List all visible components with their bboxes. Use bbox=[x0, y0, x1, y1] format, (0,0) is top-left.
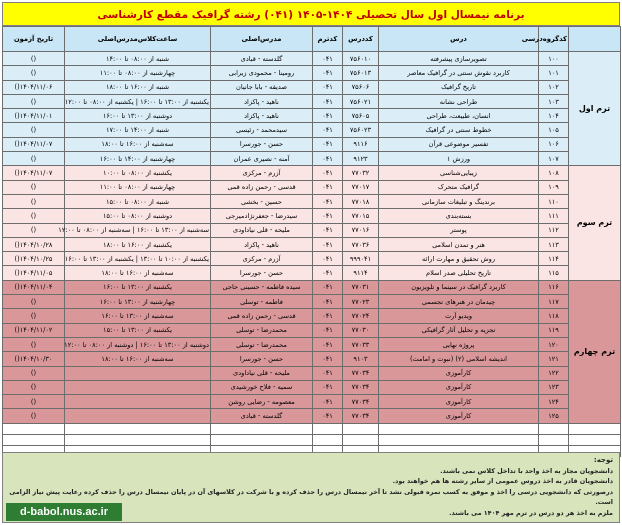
course-cell: بسته‌بندی bbox=[379, 209, 539, 223]
note-line: دانشجویان مجاز به اخذ واحد با تداخل کلاس نمی باشند. bbox=[440, 466, 613, 475]
term-header bbox=[569, 27, 621, 52]
code-cell: ۷۵۶۰۲۱ bbox=[343, 94, 379, 108]
note-line: دانشجویان قادر به اخذ دروس عمومی از سایر رشته ها هم خواهند بود. bbox=[392, 477, 613, 485]
time-cell: دوشنبه از ۰۸:۰۰ تا ۱۵:۰۰ bbox=[65, 209, 211, 223]
exam-cell: ۱۴۰۴/۱۱/۰۷() bbox=[3, 166, 65, 180]
table-row bbox=[3, 237, 621, 251]
exam-cell: ۱۴۰۴/۱۱/۰۲() bbox=[3, 323, 65, 337]
group-cell: ۱۲۴ bbox=[539, 395, 569, 409]
code-cell: ۷۷۰۳۴ bbox=[343, 366, 379, 380]
course-cell: اندیشه اسلامی (۲) (نبوت و امامت) bbox=[379, 352, 539, 366]
time-cell: چهارشنبه از ۰۸:۰۰ تا ۱۱:۰۰ bbox=[65, 180, 211, 194]
group-header: کدگروه‌درسی bbox=[539, 27, 569, 52]
exam-cell: () bbox=[3, 309, 65, 323]
class-code-cell: ۰۴۱ bbox=[313, 223, 343, 237]
course-cell: کارآموزی bbox=[379, 380, 539, 394]
course-cell: تاریخ گرافیک bbox=[379, 80, 539, 94]
code-cell: ۷۵۶۰۶ bbox=[343, 80, 379, 94]
time-cell: یکشنبه از ۰۸:۰۰ تا ۱۰:۰۰ bbox=[65, 166, 211, 180]
table-row bbox=[3, 209, 621, 223]
teacher-cell: محمدرضا - توسلی bbox=[211, 323, 313, 337]
empty-cell bbox=[379, 434, 539, 445]
class-code-header: کدترم bbox=[313, 27, 343, 52]
group-cell: ۱۲۰ bbox=[539, 337, 569, 351]
group-cell: ۱۱۵ bbox=[539, 266, 569, 280]
time-cell: چهارشنبه از ۱۴:۰۰ تا ۱۶:۰۰ bbox=[65, 152, 211, 166]
course-cell: زیبایی‌شناسی bbox=[379, 166, 539, 180]
table-row bbox=[3, 409, 621, 423]
empty-cell bbox=[211, 434, 313, 445]
exam-cell: () bbox=[3, 409, 65, 423]
code-cell: ۷۵۶۰۵ bbox=[343, 109, 379, 123]
teacher-cell: ملیحه - قلی نیاداودی bbox=[211, 223, 313, 237]
time-cell bbox=[65, 409, 211, 423]
exam-cell: () bbox=[3, 180, 65, 194]
class-code-cell: ۰۴۱ bbox=[313, 280, 343, 294]
teacher-cell: حسن - جورسرا bbox=[211, 352, 313, 366]
teacher-cell: قدسی - رحمن زاده قمی bbox=[211, 309, 313, 323]
code-cell: ۹۹۹۰۴۱ bbox=[343, 252, 379, 266]
class-code-cell: ۰۴۱ bbox=[313, 137, 343, 151]
teacher-cell: سیده فاطمه - حسینی حاجی bbox=[211, 280, 313, 294]
group-cell: ۱۱۰ bbox=[539, 194, 569, 208]
group-cell: ۱۱۳ bbox=[539, 237, 569, 251]
exam-cell: () bbox=[3, 94, 65, 108]
teacher-cell: قدسی - رحمن زاده قمی bbox=[211, 180, 313, 194]
note-line: ملزم به اخذ هر دو درس در ترم مهر ۱۴۰۴ می باشند. bbox=[449, 508, 613, 517]
time-cell bbox=[65, 366, 211, 380]
course-cell: چیدمان در هنرهای تجسمی bbox=[379, 295, 539, 309]
time-cell: شنبه از ۱۶:۰۰ تا ۱۸:۰۰ bbox=[65, 80, 211, 94]
class-code-cell: ۰۴۱ bbox=[313, 252, 343, 266]
course-cell: گرافیک متحرک bbox=[379, 180, 539, 194]
group-cell: ۱۰۰ bbox=[539, 52, 569, 66]
group-cell: ۱۲۵ bbox=[539, 409, 569, 423]
empty-cell bbox=[379, 423, 539, 434]
exam-cell: ۱۴۰۴/۱۱/۰۶() bbox=[3, 80, 65, 94]
code-cell: ۷۷۰۲۴ bbox=[343, 309, 379, 323]
class-code-cell: ۰۴۱ bbox=[313, 52, 343, 66]
group-cell: ۱۱۲ bbox=[539, 223, 569, 237]
empty-cell bbox=[569, 423, 621, 434]
code-cell: ۷۷۰۱۸ bbox=[343, 194, 379, 208]
course-cell: برندینگ و تبلیغات سازمانی bbox=[379, 194, 539, 208]
class-code-cell: ۰۴۱ bbox=[313, 123, 343, 137]
table-row bbox=[3, 80, 621, 94]
header-row bbox=[3, 27, 621, 52]
class-code-cell: ۰۴۱ bbox=[313, 337, 343, 351]
group-cell: ۱۰۶ bbox=[539, 137, 569, 151]
teacher-cell: سیدرضا - جعفرنژادمیرجی bbox=[211, 209, 313, 223]
class-code-cell: ۰۴۱ bbox=[313, 152, 343, 166]
table-row bbox=[3, 352, 621, 366]
table-row bbox=[3, 166, 621, 180]
code-cell: ۷۷۰۱۶ bbox=[343, 223, 379, 237]
time-cell: یکشنبه از ۱۳:۰۰ تا ۱۶:۰۰ bbox=[65, 280, 211, 294]
code-cell: ۷۷۰۱۷ bbox=[343, 180, 379, 194]
term-label: ترم چهارم bbox=[569, 280, 621, 423]
table-row bbox=[3, 323, 621, 337]
exam-cell: () bbox=[3, 52, 65, 66]
code-cell: ۹۱۰۳ bbox=[343, 352, 379, 366]
code-cell: ۷۷۰۳۴ bbox=[343, 380, 379, 394]
class-code-cell: ۰۴۱ bbox=[313, 94, 343, 108]
course-cell: تاریخ تحلیلی صدر اسلام bbox=[379, 266, 539, 280]
group-cell: ۱۲۱ bbox=[539, 352, 569, 366]
code-cell: ۹۱۱۴ bbox=[343, 266, 379, 280]
empty-cell bbox=[3, 434, 65, 445]
exam-cell: ۱۴۰۴/۱۰/۲۵() bbox=[3, 252, 65, 266]
course-cell: خطوط سنتی در گرافیک bbox=[379, 123, 539, 137]
class-code-cell: ۰۴۱ bbox=[313, 380, 343, 394]
exam-header: تاریخ آزمون bbox=[3, 27, 65, 52]
time-cell: چهارشنبه از ۰۸:۰۰ تا ۱۱:۰۰ bbox=[65, 66, 211, 80]
course-cell: روش تحقیق و مهارت ارائه bbox=[379, 252, 539, 266]
class-code-cell: ۰۴۱ bbox=[313, 166, 343, 180]
table-row bbox=[3, 395, 621, 409]
table-row bbox=[3, 223, 621, 237]
empty-cell bbox=[65, 434, 211, 445]
table-row bbox=[3, 66, 621, 80]
table-row bbox=[3, 137, 621, 151]
exam-cell: ۱۴۰۴/۱۰/۲۸() bbox=[3, 237, 65, 251]
exam-cell: ۱۴۰۴/۱۰/۳۰() bbox=[3, 352, 65, 366]
teacher-cell: محمدرضا - توسلی bbox=[211, 337, 313, 351]
course-cell: کارآموزی bbox=[379, 366, 539, 380]
class-code-cell: ۰۴۱ bbox=[313, 209, 343, 223]
code-cell: ۷۷۰۲۳ bbox=[343, 295, 379, 309]
time-cell: یکشنبه از ۱۰:۰۰ تا ۱۳:۰۰ | یکشنبه از ۱۳:۰۰ تا ۱۶:۰۰ bbox=[65, 252, 211, 266]
table-row bbox=[3, 366, 621, 380]
exam-cell: ۱۴۰۴/۱۱/۰۱() bbox=[3, 109, 65, 123]
course-cell: طراحی نشانه bbox=[379, 94, 539, 108]
exam-cell: () bbox=[3, 337, 65, 351]
teacher-cell: رومینا - محمودی زیرابی bbox=[211, 66, 313, 80]
group-cell: ۱۱۶ bbox=[539, 280, 569, 294]
table-row bbox=[3, 94, 621, 108]
course-cell: تصویرسازی پیشرفته bbox=[379, 52, 539, 66]
course-cell: ویدیو آرت bbox=[379, 309, 539, 323]
teacher-cell: ناهید - پاکزاد bbox=[211, 109, 313, 123]
term-label: ترم سوم bbox=[569, 166, 621, 280]
time-cell: دوشنبه از ۱۳:۰۰ تا ۱۶:۰۰ | دوشنبه از ۰۸:۰۰ تا ۱۲:۰۰ bbox=[65, 337, 211, 351]
empty-cell bbox=[539, 423, 569, 434]
schedule-table bbox=[2, 26, 621, 457]
teacher-cell: آمنه - نصیری عمران bbox=[211, 152, 313, 166]
code-cell: ۷۵۶۰۱۳ bbox=[343, 66, 379, 80]
time-cell: شنبه از ۰۸:۰۰ تا ۱۵:۰۰ bbox=[65, 194, 211, 208]
code-header: کددرس bbox=[343, 27, 379, 52]
empty-cell bbox=[313, 423, 343, 434]
table-row bbox=[3, 123, 621, 137]
group-cell: ۱۲۳ bbox=[539, 380, 569, 394]
time-cell: سه‌شنبه از ۱۶:۰۰ تا ۱۸:۰۰ bbox=[65, 352, 211, 366]
teacher-cell: سمیه - فلاح خورشیدی bbox=[211, 380, 313, 394]
table-row bbox=[3, 380, 621, 394]
class-code-cell: ۰۴۱ bbox=[313, 352, 343, 366]
group-cell: ۱۰۴ bbox=[539, 109, 569, 123]
course-cell: کارآموزی bbox=[379, 409, 539, 423]
note-line: درصورتی که دانشجویی درسی را اخذ و موفق به کسب نمره قبولی نشد تا آخر نیمسال درس را حذف کرده و با شرکت در کلاسهای آن در پایان نیمسال درس را حذف کرده رعایت پیش نیاز الزامی است. bbox=[9, 487, 613, 506]
exam-cell: () bbox=[3, 194, 65, 208]
code-cell: ۷۷۰۳۱ bbox=[343, 280, 379, 294]
empty-cell bbox=[569, 434, 621, 445]
class-code-cell: ۰۴۱ bbox=[313, 80, 343, 94]
group-cell: ۱۰۳ bbox=[539, 94, 569, 108]
exam-cell: () bbox=[3, 123, 65, 137]
group-cell: ۱۰۹ bbox=[539, 180, 569, 194]
code-cell: ۷۷۰۳۰ bbox=[343, 323, 379, 337]
table-row bbox=[3, 52, 621, 66]
exam-cell: () bbox=[3, 223, 65, 237]
teacher-cell: گلدسته - قبادی bbox=[211, 52, 313, 66]
teacher-cell: حسن - جورسرا bbox=[211, 137, 313, 151]
class-code-cell: ۰۴۱ bbox=[313, 194, 343, 208]
exam-cell: ۱۴۰۴/۱۱/۰۵() bbox=[3, 266, 65, 280]
time-cell: سه‌شنبه از ۱۳:۰۰ تا ۱۶:۰۰ bbox=[65, 309, 211, 323]
exam-cell: () bbox=[3, 380, 65, 394]
code-cell: ۷۵۶۰۲۳ bbox=[343, 123, 379, 137]
table-row bbox=[3, 309, 621, 323]
exam-cell: ۱۴۰۴/۱۱/۰۴() bbox=[3, 280, 65, 294]
teacher-cell: گلدسته - قبادی bbox=[211, 409, 313, 423]
empty-cell bbox=[343, 423, 379, 434]
teacher-header: مدرس‌اصلی bbox=[211, 27, 313, 52]
time-cell: یکشنبه از ۱۳:۰۰ تا ۱۵:۰۰ bbox=[65, 323, 211, 337]
exam-cell: () bbox=[3, 295, 65, 309]
teacher-cell: معصومه - رضایی روشن bbox=[211, 395, 313, 409]
code-cell: ۷۷۰۳۲ bbox=[343, 166, 379, 180]
empty-cell bbox=[539, 434, 569, 445]
code-cell: ۷۷۰۳۴ bbox=[343, 409, 379, 423]
table-row bbox=[3, 194, 621, 208]
class-code-cell: ۰۴۱ bbox=[313, 409, 343, 423]
group-cell: ۱۱۹ bbox=[539, 323, 569, 337]
table-row bbox=[3, 252, 621, 266]
table-row bbox=[3, 109, 621, 123]
group-cell: ۱۰۸ bbox=[539, 166, 569, 180]
teacher-cell: حسین - بخشی bbox=[211, 194, 313, 208]
teacher-cell: آزرم - مرکزی bbox=[211, 252, 313, 266]
class-code-cell: ۰۴۱ bbox=[313, 366, 343, 380]
course-cell: انسان، طبیعت، طراحی bbox=[379, 109, 539, 123]
exam-cell: ۱۴۰۴/۱۱/۰۷() bbox=[3, 137, 65, 151]
time-cell bbox=[65, 380, 211, 394]
time-header: ساعت‌کلاس‌مدرس‌اصلی bbox=[65, 27, 211, 52]
empty-row bbox=[3, 434, 621, 445]
class-code-cell: ۰۴۱ bbox=[313, 395, 343, 409]
teacher-cell: سیدمحمد - رئیسی bbox=[211, 123, 313, 137]
time-cell: یکشنبه از ۱۳:۰۰ تا ۱۶:۰۰ | یکشنبه از ۰۸:۰۰ تا ۱۲:۰۰ bbox=[65, 94, 211, 108]
table-row bbox=[3, 280, 621, 294]
empty-cell bbox=[211, 423, 313, 434]
time-cell: سه‌شنبه از ۱۶:۰۰ تا ۱۸:۰۰ bbox=[65, 137, 211, 151]
site-watermark: d-babol.nus.ac.ir bbox=[6, 503, 122, 521]
class-code-cell: ۰۴۱ bbox=[313, 323, 343, 337]
group-cell: ۱۰۱ bbox=[539, 66, 569, 80]
teacher-cell: فاطمه - توسلی bbox=[211, 295, 313, 309]
course-cell: هنر و تمدن اسلامی bbox=[379, 237, 539, 251]
exam-cell: () bbox=[3, 366, 65, 380]
class-code-cell: ۰۴۱ bbox=[313, 237, 343, 251]
course-cell: پروژه نهایی bbox=[379, 337, 539, 351]
code-cell: ۷۷۰۳۴ bbox=[343, 395, 379, 409]
table-row bbox=[3, 152, 621, 166]
class-code-cell: ۰۴۱ bbox=[313, 266, 343, 280]
class-code-cell: ۰۴۱ bbox=[313, 109, 343, 123]
class-code-cell: ۰۴۱ bbox=[313, 295, 343, 309]
course-cell: پوستر bbox=[379, 223, 539, 237]
class-code-cell: ۰۴۱ bbox=[313, 66, 343, 80]
group-cell: ۱۱۷ bbox=[539, 295, 569, 309]
schedule-body bbox=[3, 52, 621, 457]
time-cell: چهارشنبه از ۱۳:۰۰ تا ۱۶:۰۰ bbox=[65, 295, 211, 309]
group-cell: ۱۲۲ bbox=[539, 366, 569, 380]
page-title: برنامه نیمسال اول سال تحصیلی ۱۴۰۴-۱۴۰۵ (۰۴۱) رشته گرافیک مقطع کارشناسی bbox=[2, 2, 620, 26]
table-row bbox=[3, 180, 621, 194]
group-cell: ۱۱۱ bbox=[539, 209, 569, 223]
teacher-cell: صدیقه - بابا جانیان bbox=[211, 80, 313, 94]
group-cell: ۱۱۴ bbox=[539, 252, 569, 266]
exam-cell: () bbox=[3, 66, 65, 80]
course-cell: ورزش ۱ bbox=[379, 152, 539, 166]
teacher-cell: ناهید - پاکزاد bbox=[211, 237, 313, 251]
table-row bbox=[3, 266, 621, 280]
table-row bbox=[3, 295, 621, 309]
course-header: درس bbox=[379, 27, 539, 52]
course-cell: کاربرد نقوش سنتی در گرافیک معاصر bbox=[379, 66, 539, 80]
course-cell: کارآموزی bbox=[379, 395, 539, 409]
code-cell: ۷۵۶۰۱۰ bbox=[343, 52, 379, 66]
group-cell: ۱۰۷ bbox=[539, 152, 569, 166]
term-label: ترم اول bbox=[569, 52, 621, 166]
teacher-cell: حسن - جورسرا bbox=[211, 266, 313, 280]
empty-cell bbox=[313, 434, 343, 445]
class-code-cell: ۰۴۱ bbox=[313, 180, 343, 194]
course-cell: کاربرد گرافیک در سینما و تلویزیون bbox=[379, 280, 539, 294]
code-cell: ۷۷۰۳۳ bbox=[343, 337, 379, 351]
time-cell: شنبه از ۰۸:۰۰ تا ۱۴:۰۰ bbox=[65, 52, 211, 66]
empty-cell bbox=[65, 423, 211, 434]
course-cell: تفسیر موضوعی قرآن bbox=[379, 137, 539, 151]
code-cell: ۹۱۱۶ bbox=[343, 137, 379, 151]
exam-cell: () bbox=[3, 152, 65, 166]
group-cell: ۱۰۵ bbox=[539, 123, 569, 137]
teacher-cell: ملیحه - قلی نیاداودی bbox=[211, 366, 313, 380]
exam-cell: () bbox=[3, 395, 65, 409]
empty-cell bbox=[343, 434, 379, 445]
group-cell: ۱۰۲ bbox=[539, 80, 569, 94]
time-cell: شنبه از ۱۴:۰۰ تا ۱۷:۰۰ bbox=[65, 123, 211, 137]
time-cell: سه‌شنبه از ۱۶:۰۰ تا ۱۸:۰۰ bbox=[65, 266, 211, 280]
course-cell: تجزیه و تحلیل آثار گرافیکی bbox=[379, 323, 539, 337]
time-cell: یکشنبه از ۱۶:۰۰ تا ۱۸:۰۰ bbox=[65, 237, 211, 251]
exam-cell: () bbox=[3, 209, 65, 223]
code-cell: ۷۷۰۱۵ bbox=[343, 209, 379, 223]
time-cell bbox=[65, 395, 211, 409]
empty-row bbox=[3, 423, 621, 434]
teacher-cell: آزرم - مرکزی bbox=[211, 166, 313, 180]
time-cell: دوشنبه از ۱۳:۰۰ تا ۱۶:۰۰ bbox=[65, 109, 211, 123]
code-cell: ۹۱۲۳ bbox=[343, 152, 379, 166]
table-row bbox=[3, 337, 621, 351]
notes-heading: توجه: bbox=[593, 456, 613, 464]
time-cell: سه‌شنبه از ۱۳:۰۰ تا ۱۶:۰۰ | سه‌شنبه از ۰۸:۰۰ تا ۱۲:۰۰ bbox=[65, 223, 211, 237]
code-cell: ۷۷۰۳۶ bbox=[343, 237, 379, 251]
empty-cell bbox=[3, 423, 65, 434]
group-cell: ۱۱۸ bbox=[539, 309, 569, 323]
class-code-cell: ۰۴۱ bbox=[313, 309, 343, 323]
teacher-cell: ناهید - پاکزاد bbox=[211, 94, 313, 108]
